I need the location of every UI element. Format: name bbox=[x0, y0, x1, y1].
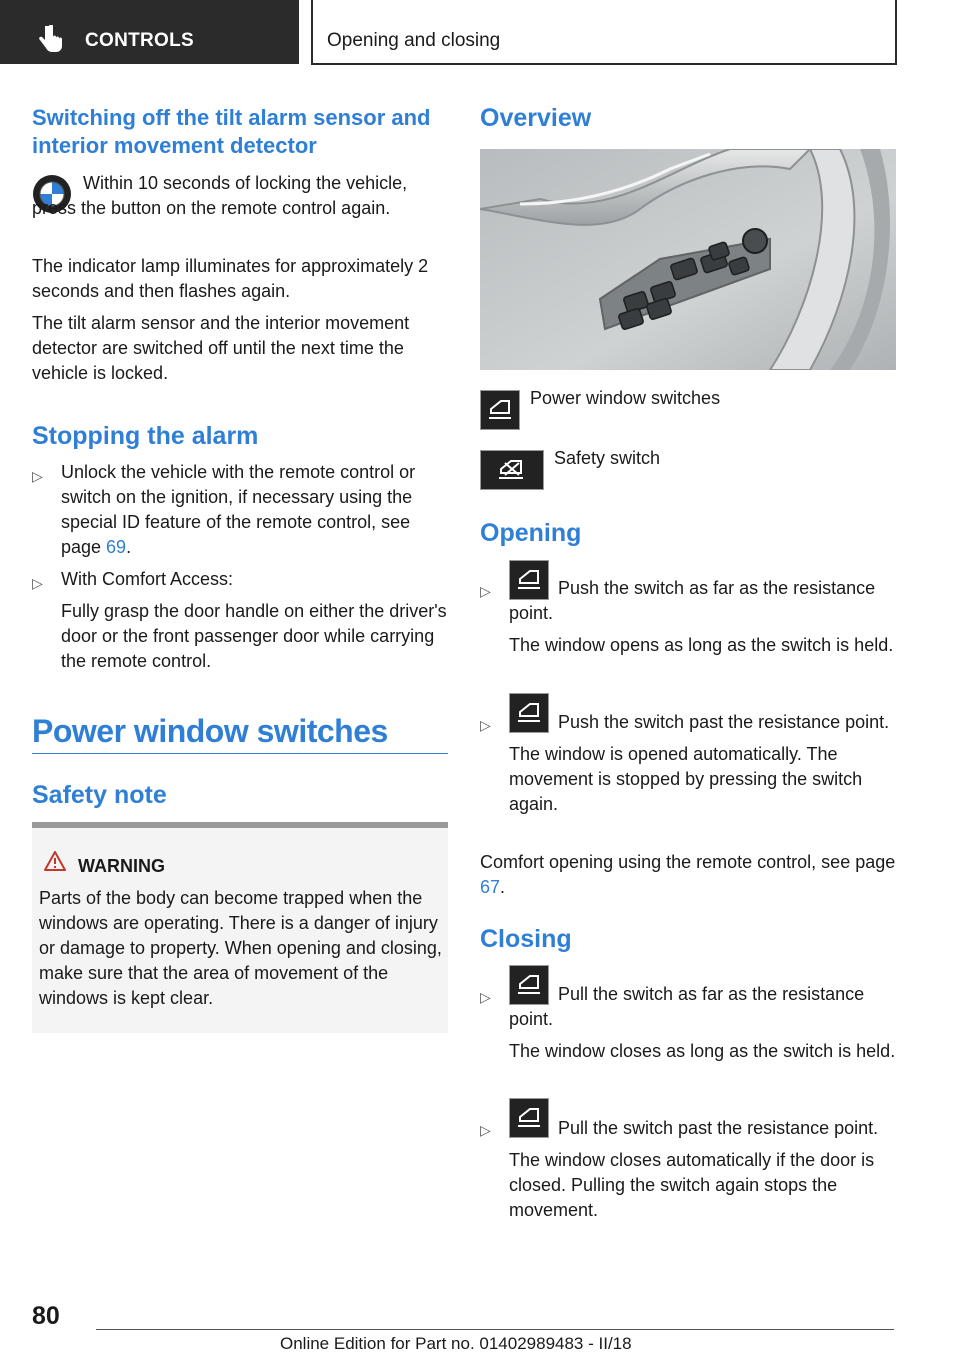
footer-edition: Online Edition for Part no. 01402989483 - II/18 bbox=[280, 1334, 632, 1353]
comfort-opening-paragraph: Comfort opening using the remote control, see page 67. bbox=[480, 852, 896, 897]
heading-power-window-switches: Power window switches bbox=[32, 713, 388, 749]
bullet-icon: ▷ bbox=[480, 583, 491, 599]
footer-rule bbox=[96, 1329, 894, 1330]
chapter-title: Opening and closing bbox=[327, 30, 501, 51]
tilt-paragraph-1: Within 10 seconds of locking the vehicle, press the button on the remote control again. bbox=[32, 173, 408, 218]
bullet-icon: ▷ bbox=[32, 468, 43, 484]
bullet-icon: ▷ bbox=[480, 1122, 491, 1138]
door-switch-photo bbox=[480, 149, 896, 370]
closing-bullet-1: Pull the switch as far as the resistance point. The window closes as long as the switch is held. bbox=[509, 984, 896, 1061]
stop-bullet-1: Unlock the vehicle with the remote control or switch on the ignition, if necessary using the special ID feature of the remote control, see page 69. bbox=[61, 462, 416, 557]
heading-overview: Overview bbox=[480, 104, 592, 132]
bullet-icon: ▷ bbox=[480, 989, 491, 1005]
heading-opening: Opening bbox=[480, 519, 582, 547]
stop-bullet-2: With Comfort Access: Fully grasp the door handle on either the driver's door or the front passenger door while carrying the remote control. bbox=[61, 569, 447, 671]
page-link-67[interactable]: 67 bbox=[480, 877, 501, 897]
safety-switch-icon bbox=[480, 450, 544, 490]
warning-title: WARNING bbox=[78, 856, 165, 876]
page-number: 80 bbox=[32, 1302, 60, 1330]
opening-bullet-1: Push the switch as far as the resistance point. The window opens as long as the switch is held. bbox=[509, 578, 894, 655]
section-label: CONTROLS bbox=[85, 30, 195, 51]
heading-safety-note: Safety note bbox=[32, 781, 167, 809]
warning-box bbox=[32, 822, 448, 1033]
closing-bullet-2: Pull the switch past the resistance point. The window closes automatically if the door is closed. Pulling the switch again stops the movement. bbox=[509, 1118, 879, 1220]
heading-closing: Closing bbox=[480, 925, 572, 953]
icon1-label: Power window switches bbox=[530, 388, 721, 408]
page-link-69[interactable]: 69 bbox=[106, 537, 127, 557]
section-tab bbox=[0, 0, 299, 64]
warning-triangle-icon bbox=[44, 851, 66, 871]
bullet-icon: ▷ bbox=[32, 575, 43, 591]
tilt-paragraph-2: The indicator lamp illuminates for approximately 2 seconds and then flashes again. bbox=[32, 256, 429, 301]
power-window-switch-icon bbox=[480, 390, 520, 430]
heading-rule bbox=[32, 753, 448, 754]
hand-pointer-icon bbox=[38, 25, 64, 53]
tilt-paragraph-3: The tilt alarm sensor and the interior movement detector are switched off until the next time the vehicle is locked. bbox=[32, 313, 410, 383]
warning-body: Parts of the body can become trapped when the windows are operating. There is a danger of injury or damage to property. When opening and closing, make sure that the area of movement of the windows is kept clear. bbox=[39, 888, 442, 1008]
chapter-header bbox=[311, 0, 897, 65]
bullet-icon: ▷ bbox=[480, 717, 491, 733]
icon2-label: Safety switch bbox=[554, 448, 661, 468]
heading-tilt-alarm: Switching off the tilt alarm sensor and interior movement detector bbox=[32, 105, 431, 158]
heading-stopping-alarm: Stopping the alarm bbox=[32, 422, 259, 450]
opening-bullet-2: Push the switch past the resistance point. The window is opened automatically. The movement is stopped by pressing the switch again. bbox=[509, 712, 890, 814]
